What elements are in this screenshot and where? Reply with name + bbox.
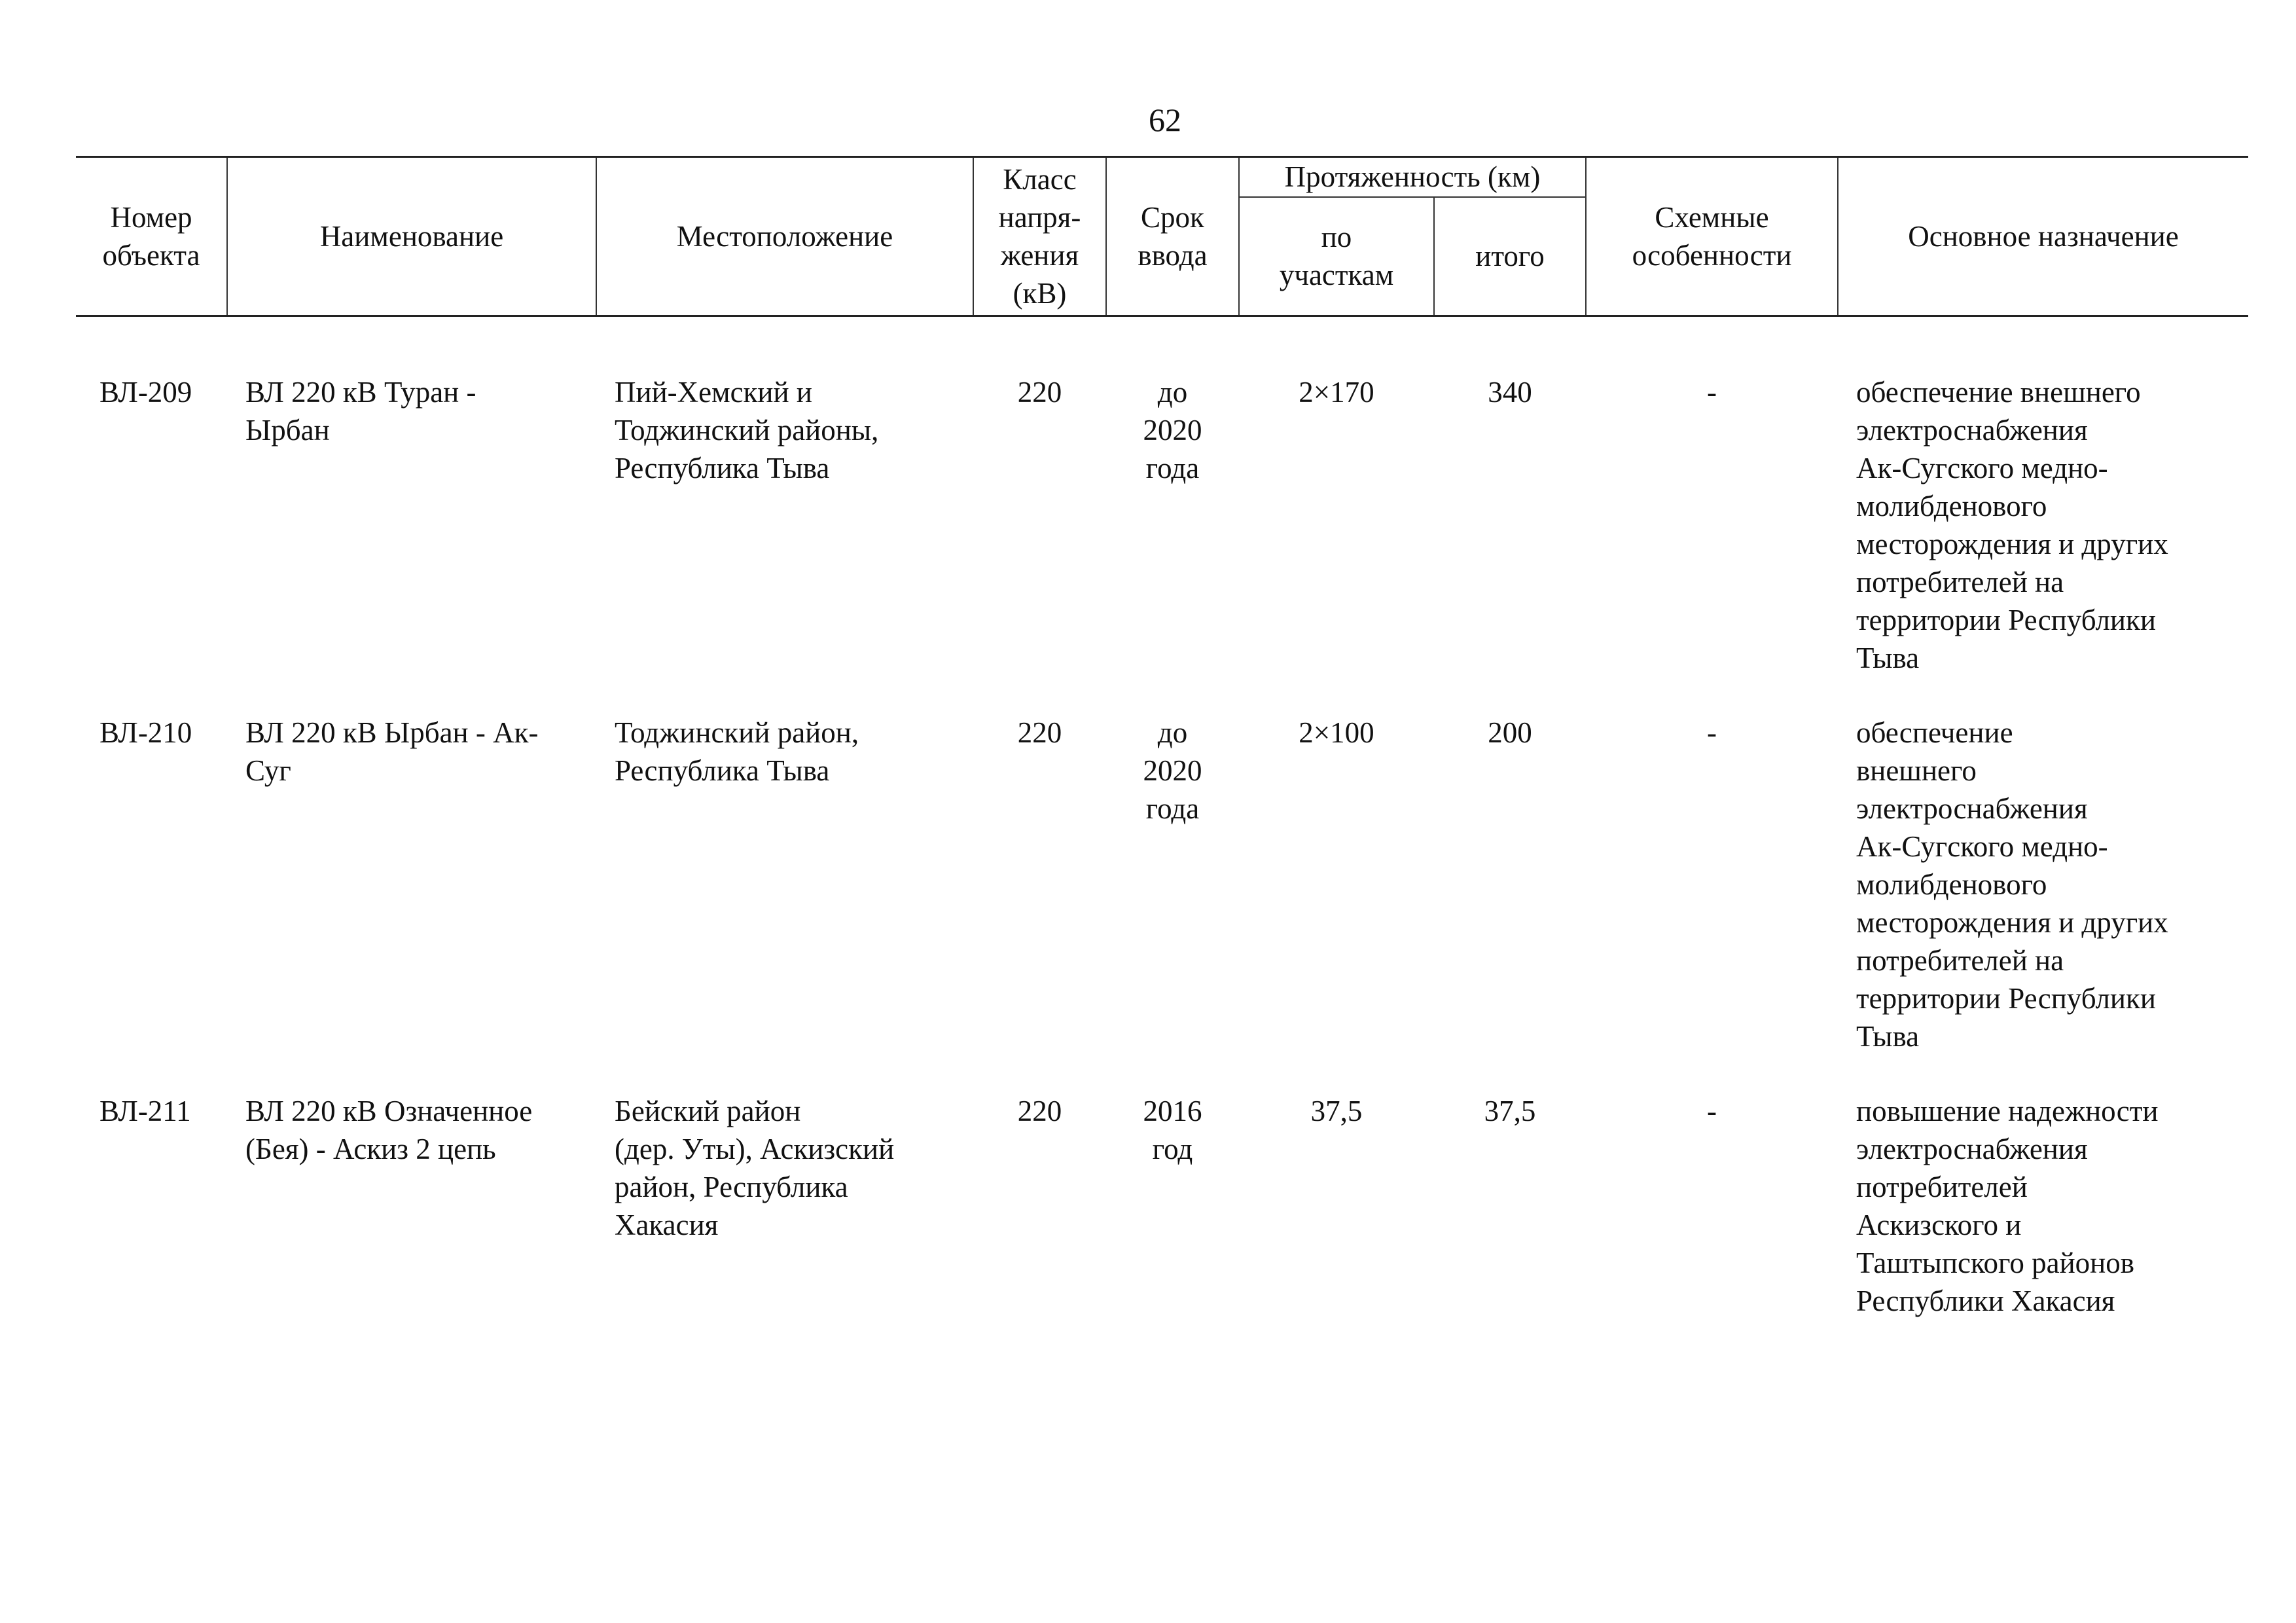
cell-length-total: 37,5	[1484, 1095, 1536, 1127]
header-main-purpose: Основное назначение	[1838, 157, 2248, 316]
cell-name: ВЛ 220 кВ Означенное (Бея) - Аскиз 2 цепь	[245, 1095, 533, 1165]
header-length-by-section: по участкам	[1239, 197, 1434, 316]
cell-location: Тоджинский район, Республика Тыва	[615, 716, 859, 787]
cell-scheme: -	[1707, 376, 1717, 409]
cell-location: Бейский район (дер. Уты), Аскизский район, Республика Хакасия	[615, 1095, 895, 1241]
cell-scheme: -	[1707, 716, 1717, 749]
header-voltage-class: Класс напря- жения (кВ)	[973, 157, 1106, 316]
cell-purpose: повышение надежности электроснабжения потребителей Аскизского и Таштыпского районов Республики Хакасия	[1856, 1095, 2159, 1317]
cell-commissioning: 2016 год	[1143, 1095, 1202, 1165]
cell-commissioning: до 2020 года	[1143, 716, 1202, 825]
table-row	[76, 1092, 2248, 1357]
header-length-total: итого	[1434, 197, 1586, 316]
header-scheme-features: Схемные особенности	[1586, 157, 1838, 316]
facilities-table	[76, 156, 2248, 1357]
cell-length-total: 340	[1488, 376, 1532, 409]
cell-object-number: ВЛ-210	[99, 716, 192, 749]
cell-length-by-section: 37,5	[1310, 1095, 1363, 1127]
cell-length-by-section: 2×100	[1299, 716, 1374, 749]
cell-purpose: обеспечение внешнего электроснабжения Ак-Сугского медно- молибденового месторождения и других потребителей на территории Республики Тыва	[1856, 376, 2168, 674]
page-number: 62	[1149, 101, 1181, 138]
cell-voltage: 220	[1017, 376, 1062, 409]
cell-scheme: -	[1707, 1095, 1717, 1127]
header-length-group: Протяженность (км)	[1239, 157, 1586, 197]
cell-voltage: 220	[1017, 716, 1062, 749]
header-name: Наименование	[227, 157, 596, 316]
cell-location: Пий-Хемский и Тоджинский районы, Республика Тыва	[615, 376, 879, 484]
cell-object-number: ВЛ-209	[99, 376, 192, 409]
table-header	[76, 157, 2248, 316]
cell-length-total: 200	[1488, 716, 1532, 749]
cell-commissioning: до 2020 года	[1143, 376, 1202, 484]
cell-length-by-section: 2×170	[1299, 376, 1374, 409]
cell-voltage: 220	[1017, 1095, 1062, 1127]
table-row	[76, 316, 2248, 714]
header-object-number: Номер объекта	[76, 157, 227, 316]
header-commissioning-date: Срок ввода	[1106, 157, 1239, 316]
cell-name: ВЛ 220 кВ Ырбан - Ак- Суг	[245, 716, 539, 787]
table-body	[76, 316, 2248, 1357]
table-row	[76, 714, 2248, 1092]
cell-name: ВЛ 220 кВ Туран - Ырбан	[245, 376, 476, 447]
cell-object-number: ВЛ-211	[99, 1095, 191, 1127]
cell-purpose: обеспечение внешнего электроснабжения Ак-Сугского медно- молибденового месторождения и других потребителей на территории Республики Тыва	[1856, 716, 2168, 1053]
header-location: Местоположение	[596, 157, 973, 316]
